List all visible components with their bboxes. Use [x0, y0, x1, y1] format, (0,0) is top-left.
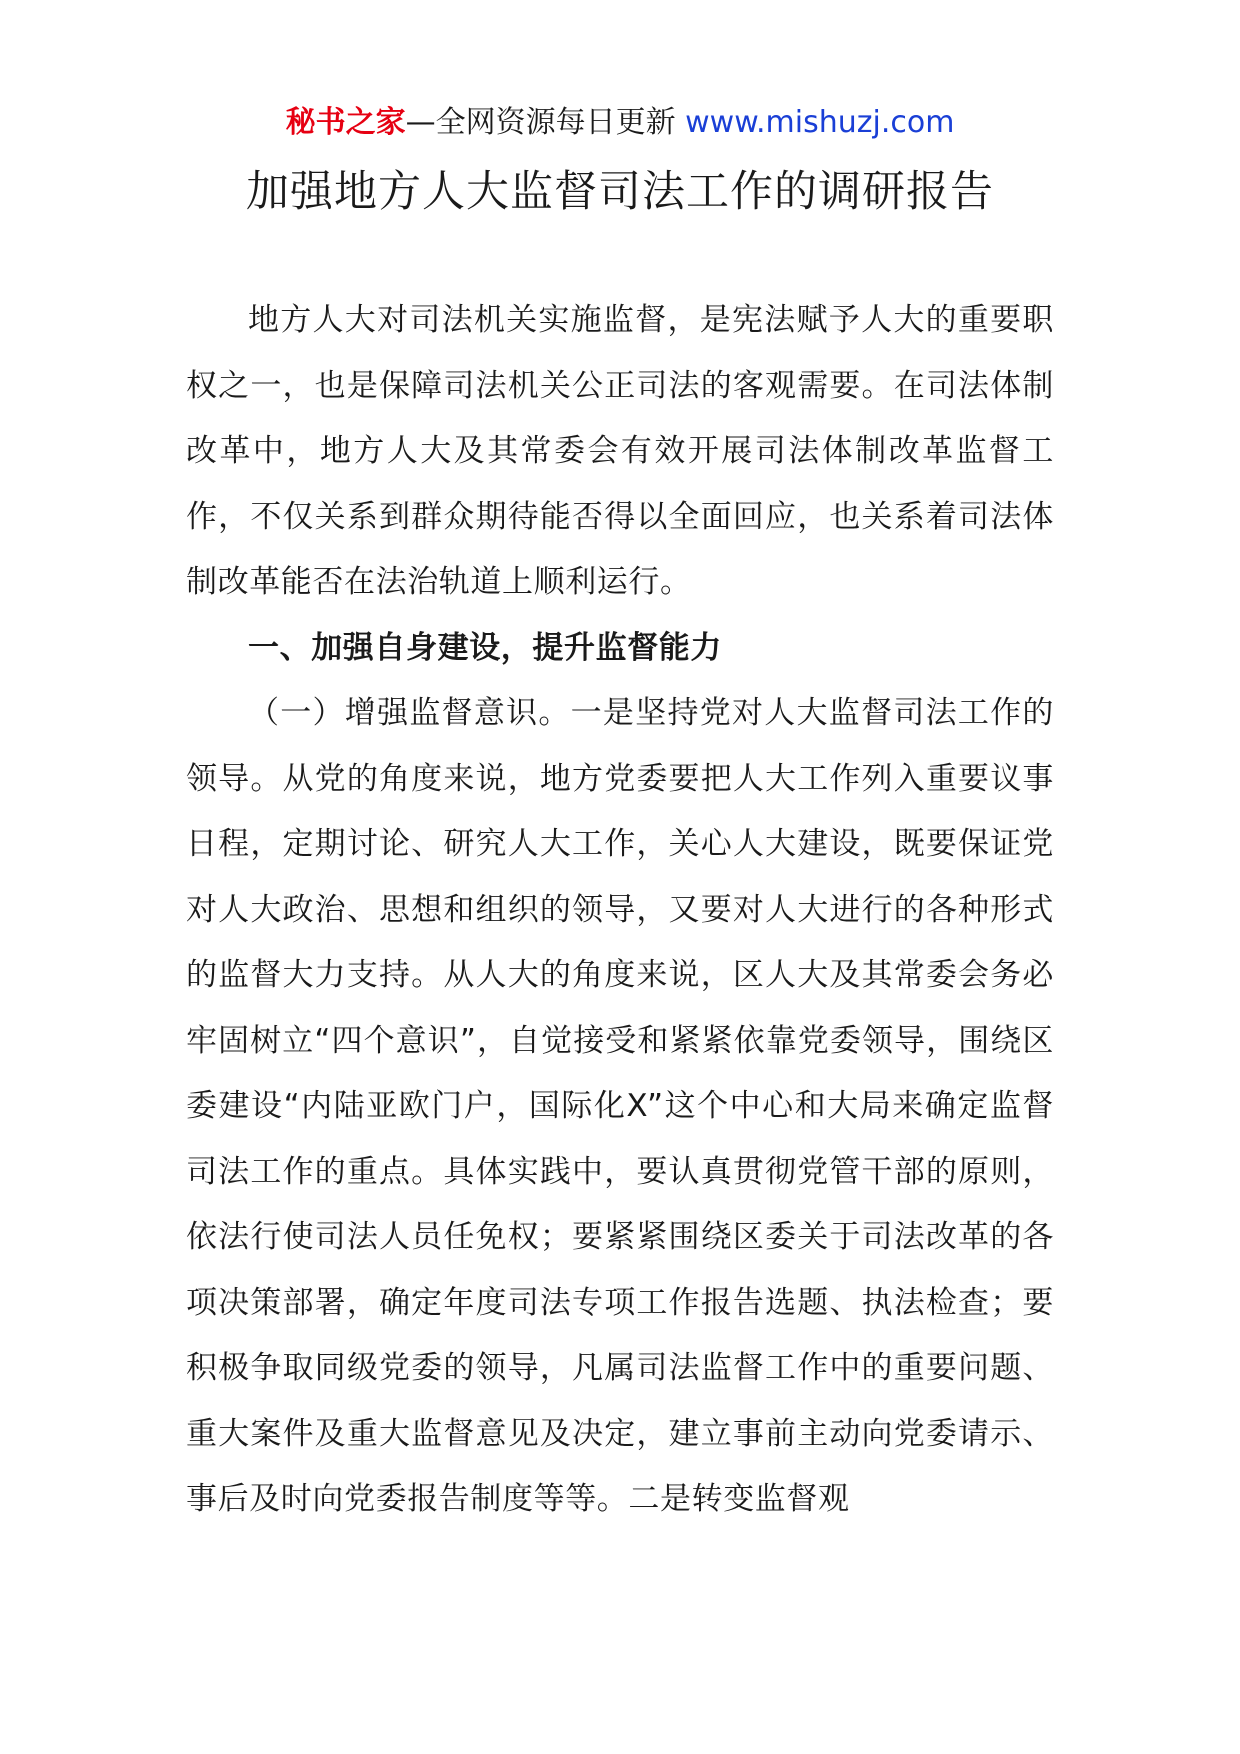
document-title: 加强地方人大监督司法工作的调研报告 — [246, 167, 994, 217]
document-body — [186, 288, 1054, 1533]
section-heading: 一、加强自身建设，提升监督能力 — [248, 629, 722, 666]
intro-paragraph: 地方人大对司法机关实施监督，是宪法赋予人大的重要职权之一，也是保障司法机关公正司法的客观需要。在司法体制改革中，地方人大及其常委会有效开展司法体制改革监督工作，不仅关系到群众期待能否得以全面回应，也关系着司法体制改革能否在法治轨道上顺利运行。 — [186, 302, 1054, 600]
brand-name: 秘书之家 — [285, 105, 406, 140]
site-url-link[interactable]: www.mishuzj.com — [685, 105, 955, 140]
body-paragraph: （一）增强监督意识。一是坚持党对人大监督司法工作的领导。从党的角度来说，地方党委要把人大工作列入重要议事日程，定期讨论、研究人大工作，关心人大建设，既要保证党对人大政治、思想和组织的领导，又要对人大进行的各种形式的监督大力支持。从人大的角度来说，区人大及其常委会务必牢固树立“四个意识”，自觉接受和紧紧依靠党委领导，围绕区委建设“内陆亚欧门户，国际化X”这个中心和大局来确定监督司法工作的重点。具体实践中，要认真贯彻党管干部的原则，依法行使司法人员任免权；要紧紧围绕区委关于司法改革的各项决策部署，确定年度司法专项工作报告选题、执法检查；要积极争取同级党委的领导，凡属司法监督工作中的重要问题、重大案件及重大监督意见及决定，建立事前主动向党委请示、事后及时向党委报告制度等等。二是转变监督观 — [186, 695, 1054, 1517]
header-tagline: —全网资源每日更新 — [405, 105, 686, 140]
site-header — [0, 103, 1240, 143]
